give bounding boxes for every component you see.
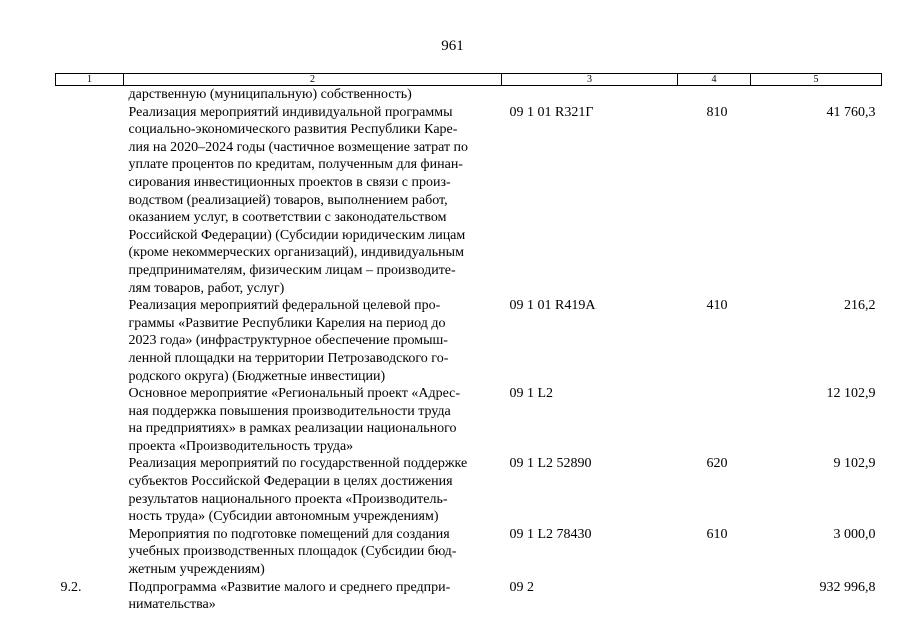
row-amount: 9 102,9 <box>833 456 876 472</box>
row-code: 09 1 L2 78430 <box>509 526 592 542</box>
row-number <box>56 455 124 525</box>
row-amount: 216,2 <box>844 298 876 314</box>
row-description: дарственную (муниципальную) собственность) <box>128 87 412 102</box>
row-expense-type: 810 <box>706 104 728 120</box>
table-row <box>56 385 882 455</box>
page-number: 961 <box>441 38 464 54</box>
row-number <box>56 385 124 455</box>
row-code: 09 1 L2 52890 <box>509 456 592 472</box>
row-amount: 932 996,8 <box>819 579 876 595</box>
row-code: 09 2 <box>509 579 534 595</box>
table-row <box>56 455 882 525</box>
row-code: 09 1 L2 <box>509 386 554 402</box>
table-row <box>56 579 882 614</box>
row-expense-type <box>678 86 751 104</box>
row-description: Реализация мероприятий по государственной поддержке субъектов Российской Федерации в целях достижения результатов национального проекта «Производитель- ность труда» (Субсидии автономным учреждениям) <box>128 456 468 525</box>
row-description: Реализация мероприятий индивидуальной программы социально-экономического развития Республики Каре- лия на 2020–2024 годы (частичное возмещение затрат по уплате процентов по кредитам, полученным для финан- сирования инвестиционных проектов в связи с произ- водством (реализацией) товаров, выполнением работ, оказанием услуг, в соответствии с законодательством Российской Федерации) (Субсидии юридическим лицам (кроме некоммерческих организаций), индивидуальным предпринимателям, физическим лицам – производите- лям товаров, работ, услуг) <box>128 104 469 296</box>
table-header-row <box>56 74 882 86</box>
row-description: Основное мероприятие «Региональный проект «Адрес- ная поддержка повышения производительности труда на предприятиях» в рамках реализации национального проекта «Производительность труда» <box>128 386 461 454</box>
column-header-5: 5 <box>751 74 882 86</box>
column-header-3: 3 <box>502 74 678 86</box>
table-row <box>56 297 882 385</box>
row-expense-type: 410 <box>706 298 728 314</box>
row-number <box>56 526 124 579</box>
row-number <box>56 86 124 104</box>
row-amount: 3 000,0 <box>833 526 876 542</box>
row-expense-type <box>678 579 751 614</box>
row-amount: 41 760,3 <box>826 104 876 120</box>
row-number <box>56 297 124 385</box>
row-number: 9.2. <box>60 579 82 595</box>
column-header-4: 4 <box>678 74 751 86</box>
row-amount <box>751 86 882 104</box>
budget-table <box>55 73 882 614</box>
row-description: Подпрограмма «Развитие малого и среднего предпри- нимательства» <box>128 579 451 613</box>
table-row <box>56 104 882 298</box>
row-expense-type: 610 <box>706 526 728 542</box>
row-expense-type <box>678 385 751 455</box>
table-row <box>56 526 882 579</box>
row-number <box>56 104 124 298</box>
row-code: 09 1 01 R419A <box>509 298 596 314</box>
column-header-1: 1 <box>56 74 124 86</box>
row-amount: 12 102,9 <box>826 386 876 402</box>
column-header-2: 2 <box>124 74 502 86</box>
row-description: Реализация мероприятий федеральной целевой про- граммы «Развитие Республики Карелия на период до 2023 года» (инфраструктурное обеспечение промыш- ленной площадки на территории Петрозаводского го- родского округа) (Бюджетные инвестиции) <box>128 298 449 384</box>
row-code <box>502 86 678 104</box>
row-description: Мероприятия по подготовке помещений для создания учебных производственных площадок (Субсидии бюд- жетным учреждениям) <box>128 526 457 578</box>
row-code: 09 1 01 R321Г <box>509 104 594 120</box>
table-row <box>56 86 882 104</box>
row-expense-type: 620 <box>706 456 728 472</box>
